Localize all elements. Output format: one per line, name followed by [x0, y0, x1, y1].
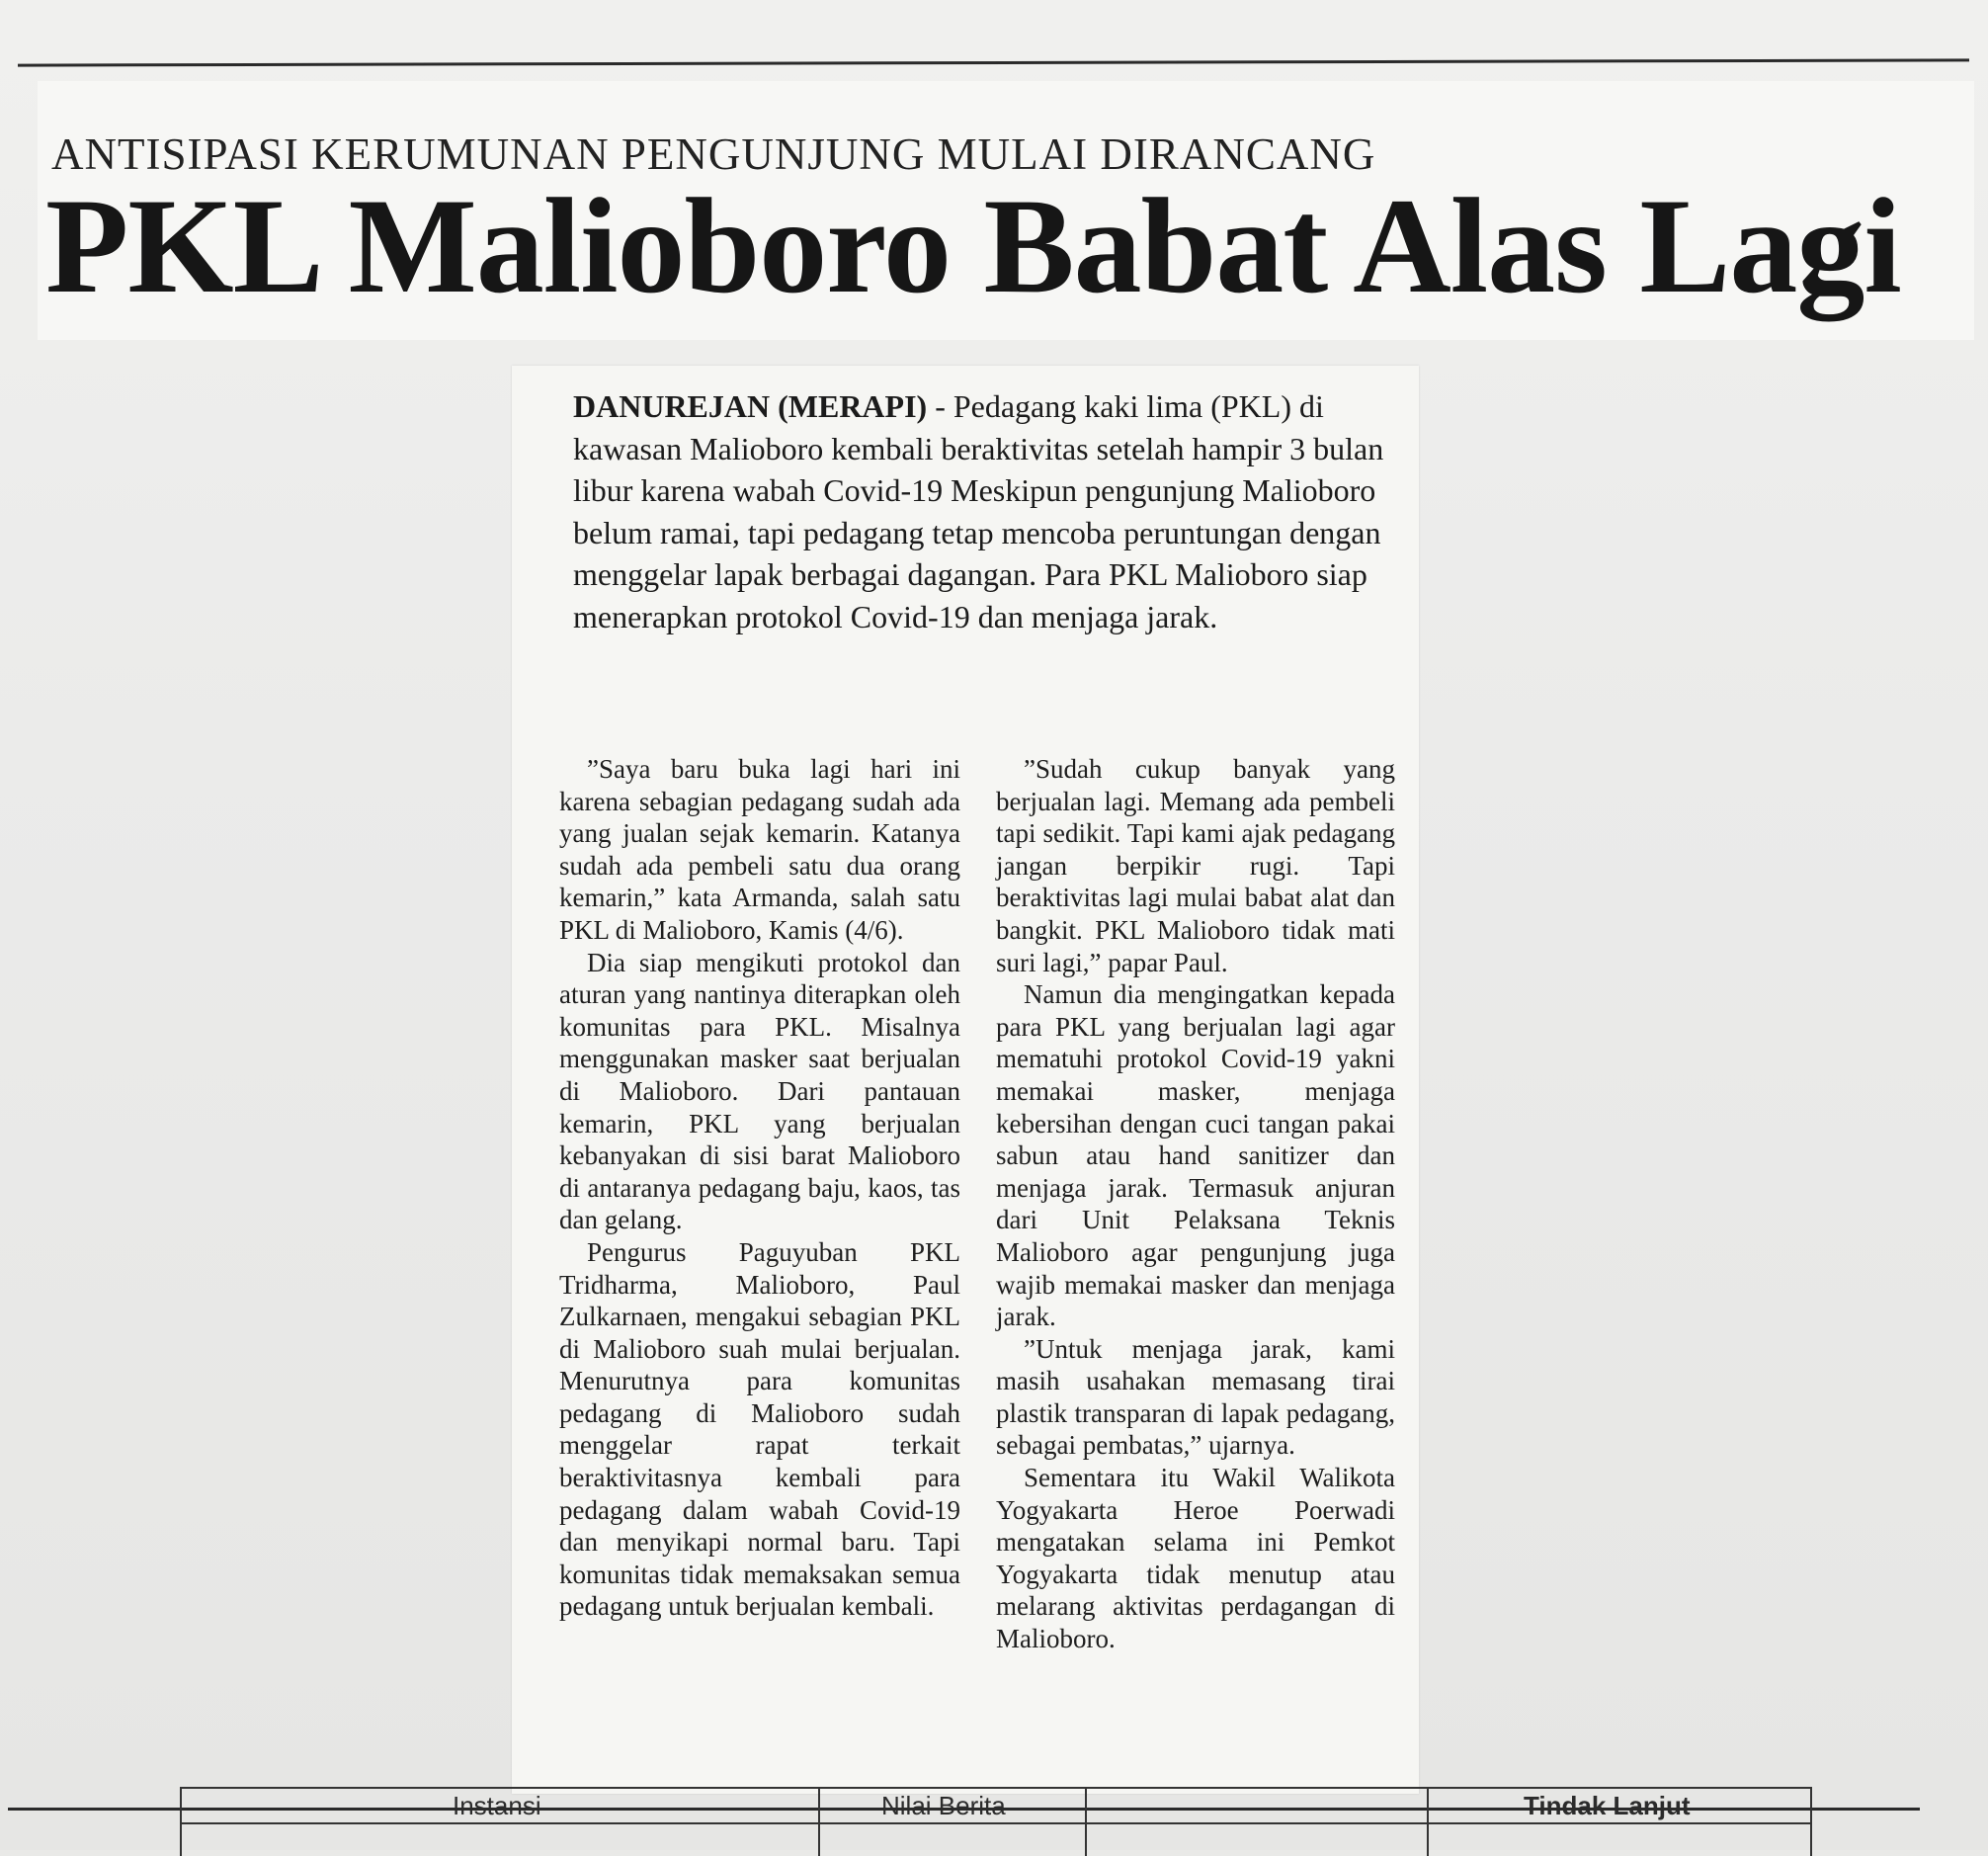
- table-divider: [818, 1787, 820, 1856]
- table-divider: [180, 1787, 182, 1856]
- paragraph: ”Saya baru buka lagi hari ini karena sebagian pedagang sudah ada yang jualan sejak kemarin. Katanya sudah ada pembeli satu dua orang kemarin,” kata Armanda, salah satu PKL di Malioboro, Kamis (4/6).: [559, 754, 960, 945]
- table-border-top: [180, 1787, 1812, 1789]
- paragraph: ”Sudah cukup banyak yang berjualan lagi. Memang ada pembeli tapi sedikit. Tapi kami ajak pedagang jangan berpikir rugi. Tapi beraktivitas lagi mulai babat alat dan bangkit. PKL Malioboro tidak mati suri lagi,” papar Paul.: [996, 754, 1395, 977]
- table-divider: [1085, 1787, 1087, 1856]
- kicker-text: ANTISIPASI KERUMUNAN PENGUNJUNG MULAI DIRANCANG: [51, 129, 1376, 179]
- table-border-mid: [180, 1822, 1812, 1824]
- table-header-tindak-lanjut: Tindak Lanjut: [1524, 1791, 1691, 1820]
- paragraph: Namun dia mengingatkan kepada para PKL yang berjualan lagi agar mematuhi protokol Covid-19 yakni memakai masker, menjaga kebersihan dengan cuci tangan pakai sabun atau hand sanitizer dan menjaga jarak. Termasuk anjuran dari Unit Pelaksana Teknis Malioboro agar pengunjung juga wajib memakai masker dan menjaga jarak.: [996, 979, 1395, 1332]
- paragraph: Pengurus Paguyuban PKL Tridharma, Malioboro, Paul Zulkarnaen, mengakui sebagian PKL di Malioboro suah mulai berjualan. Menurutnya para komunitas pedagang di Malioboro sudah menggelar rapat terkait beraktivitasnya kembali para pedagang dalam wabah Covid-19 dan menyikapi normal baru. Tapi komunitas tidak memaksakan semua pedagang untuk berjualan kembali.: [559, 1236, 960, 1622]
- table-divider: [1427, 1787, 1429, 1856]
- table-divider: [1810, 1787, 1812, 1856]
- paragraph: Dia siap mengikuti protokol dan aturan yang nantinya diterapkan oleh komunitas para PKL. Misalnya menggunakan masker saat berjualan di Malioboro. Dari pantauan kemarin, PKL yang berjualan kebanyakan di sisi barat Malioboro di antaranya pedagang baju, kaos, tas dan gelang.: [559, 947, 960, 1235]
- headline: PKL Malioboro Babat Alas Lagi: [45, 170, 1901, 321]
- table-header-nilai-berita: Nilai Berita: [881, 1791, 1006, 1820]
- paragraph: ”Untuk menjaga jarak, kami masih usahakan memasang tirai plastik transparan di lapak pedagang, sebagai pembatas,” ujarnya.: [996, 1333, 1395, 1461]
- paragraph: Sementara itu Wakil Walikota Yogyakarta Heroe Poerwadi mengatakan selama ini Pemkot Yogyakarta tidak menutup atau melarang aktivitas perdagangan di Malioboro.: [996, 1463, 1395, 1654]
- lead-paragraph: [573, 385, 1408, 637]
- table-header-instansi: Instansi: [453, 1791, 541, 1820]
- lead-text: - Pedagang kaki lima (PKL) di kawasan Malioboro kembali beraktivitas setelah hampir 3 bulan libur karena wabah Covid-19 Meskipun pengunjung Malioboro belum ramai, tapi pedagang tetap mencoba peruntungan dengan menggelar lapak berbagai dagangan. Para PKL Malioboro siap menerapkan protokol Covid-19 dan menjaga jarak.: [573, 388, 1384, 634]
- dateline: DANUREJAN (MERAPI): [573, 388, 928, 424]
- article-column-left: [559, 753, 960, 1623]
- article-column-right: [996, 753, 1395, 1655]
